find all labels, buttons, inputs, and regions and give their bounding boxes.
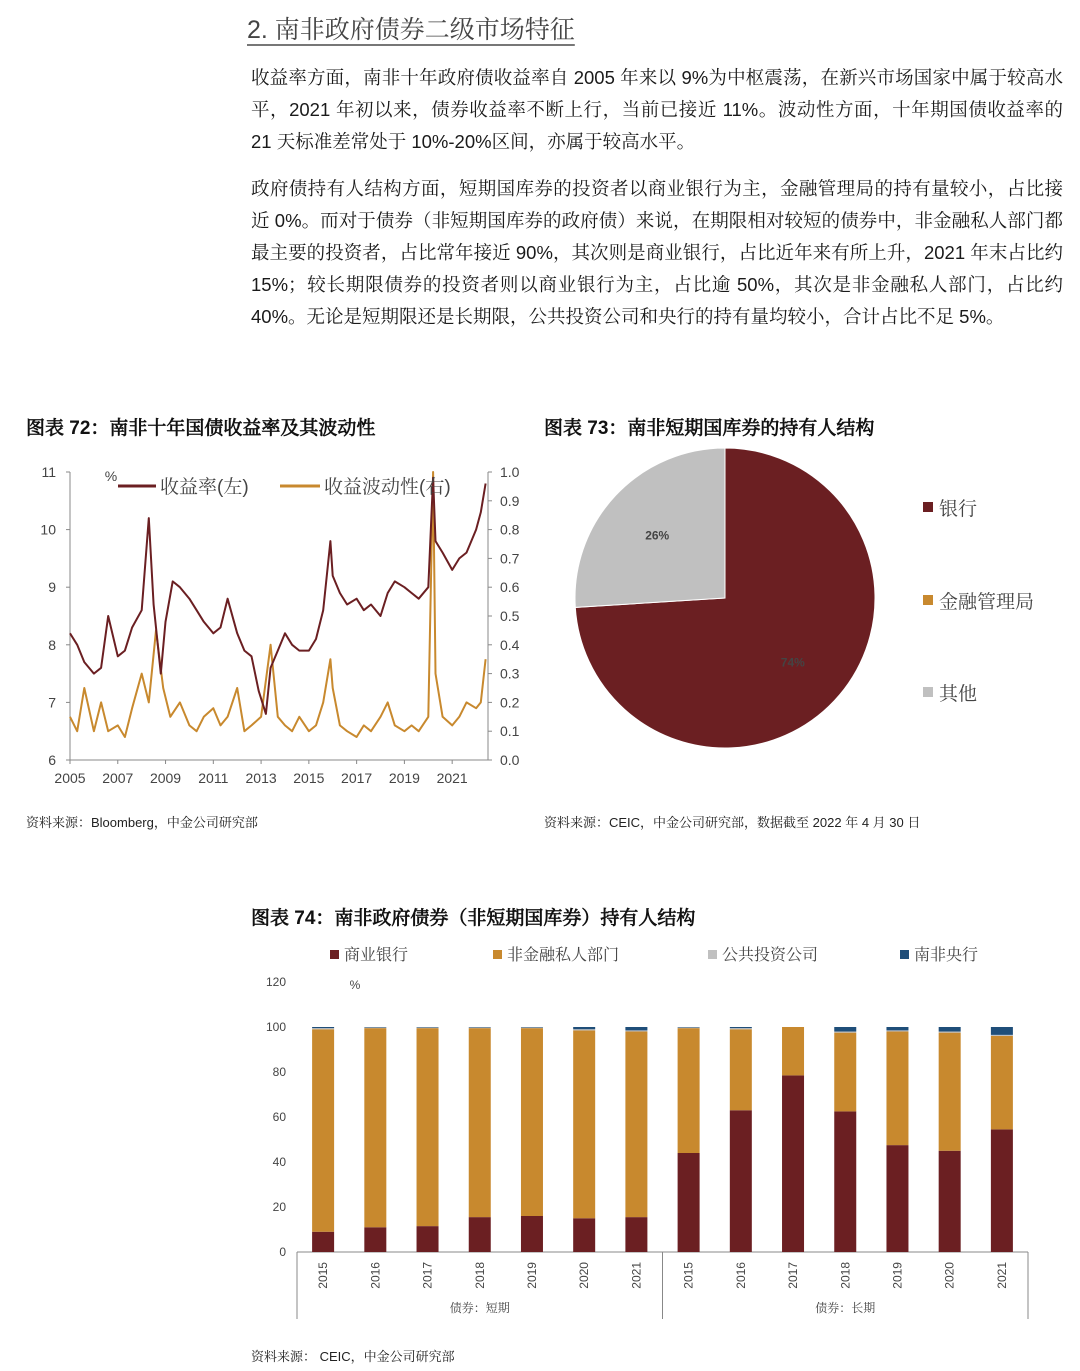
fig74-bar-3-3 xyxy=(417,1027,439,1028)
fig74-bar-4-7 xyxy=(625,1027,647,1030)
fig74-legend-swatch-2 xyxy=(493,950,502,959)
fig74-chart xyxy=(250,935,1050,1335)
fig73-legend-swatch-2 xyxy=(923,595,933,605)
fig72-right-tick-label: 0.5 xyxy=(500,608,520,624)
fig74-bar-2-8 xyxy=(678,1028,700,1153)
fig74-bar-2-13 xyxy=(939,1033,961,1151)
section-title: 2. 南非政府债券二级市场特征 xyxy=(247,16,575,44)
fig74-y-tick-label: 120 xyxy=(265,975,286,989)
fig74-bar-1-4 xyxy=(469,1217,491,1252)
fig74-category-label: 2017 xyxy=(786,1262,801,1289)
fig74-bar-4-14 xyxy=(991,1027,1013,1035)
fig73-legend-swatch-1 xyxy=(923,502,933,512)
fig74-bar-1-12 xyxy=(886,1145,908,1252)
fig72-volatility-line xyxy=(70,472,486,737)
fig74-bar-1-5 xyxy=(521,1216,543,1252)
fig74-bar-2-7 xyxy=(625,1032,647,1218)
fig74-bar-1-7 xyxy=(625,1217,647,1252)
fig74-category-label: 2020 xyxy=(577,1262,592,1289)
fig72-legend-yield: 收益率(左) xyxy=(160,477,249,498)
fig72-x-tick-label: 2011 xyxy=(198,770,229,786)
fig74-category-label: 2020 xyxy=(942,1262,957,1289)
fig74-legend-swatch-1 xyxy=(330,950,339,959)
fig73-legend-label-1: 银行 xyxy=(939,499,978,520)
fig72-left-tick-label: 10 xyxy=(40,521,56,538)
fig74-bar-3-14 xyxy=(991,1035,1013,1036)
fig74-bar-3-11 xyxy=(834,1032,856,1033)
fig74-y-tick-label: 20 xyxy=(272,1200,286,1214)
fig74-bar-2-9 xyxy=(730,1029,752,1110)
fig74-group-label-2: 债券：长期 xyxy=(815,1301,876,1315)
fig74-group-label-1: 债券：短期 xyxy=(449,1301,510,1315)
fig74-category-label: 2018 xyxy=(838,1262,853,1289)
fig72-x-tick-label: 2009 xyxy=(149,770,182,786)
fig74-legend-label-1: 商业银行 xyxy=(344,947,409,964)
fig72-chart xyxy=(0,450,540,800)
fig74-y-tick-label: 60 xyxy=(272,1110,286,1124)
fig74-category-label: 2016 xyxy=(368,1262,383,1289)
fig74-bar-3-4 xyxy=(469,1027,491,1028)
fig74-category-label: 2019 xyxy=(890,1262,905,1289)
fig72-right-tick-label: 0.0 xyxy=(500,752,520,768)
paragraph-1: 收益率方面，南非十年政府债收益率自 2005 年来以 9%为中枢震荡，在新兴市场国家中属于较高水平，2021 年初以来，债券收益率不断上行，当前已接近 11%。波动性方面，十年期国债收益率的 21 天标准差常处于 10%-20%区间，亦属于较高水平。 xyxy=(251,67,1063,152)
fig74-legend-label-4: 南非央行 xyxy=(914,947,979,964)
fig74-bar-4-1 xyxy=(312,1027,334,1028)
fig74-bar-2-6 xyxy=(573,1030,595,1218)
fig74-category-label: 2019 xyxy=(524,1262,539,1289)
fig74-bar-1-3 xyxy=(417,1226,439,1252)
fig74-bar-4-13 xyxy=(939,1027,961,1032)
fig74-bar-3-7 xyxy=(625,1030,647,1031)
fig73-legend-label-2: 金融管理局 xyxy=(939,592,1035,613)
fig74-bar-2-1 xyxy=(312,1029,334,1232)
fig72-right-tick-label: 0.8 xyxy=(500,521,520,538)
fig74-bar-3-12 xyxy=(886,1030,908,1031)
fig72-left-tick-label: 8 xyxy=(48,636,56,653)
fig72-left-tick-label: 11 xyxy=(41,464,56,480)
fig74-bar-1-11 xyxy=(834,1111,856,1252)
fig72-right-tick-label: 0.9 xyxy=(500,492,520,509)
fig74-y-tick-label: 100 xyxy=(265,1020,286,1034)
fig74-bar-2-3 xyxy=(417,1028,439,1226)
fig74-category-label: 2018 xyxy=(472,1262,487,1289)
fig72-x-tick-label: 2013 xyxy=(245,770,277,786)
fig74-category-label: 2017 xyxy=(420,1262,435,1289)
fig74-bar-1-8 xyxy=(678,1153,700,1252)
fig74-category-label: 2015 xyxy=(316,1262,331,1289)
fig72-x-tick-label: 2019 xyxy=(388,770,420,786)
fig74-bar-3-2 xyxy=(364,1027,386,1028)
fig74-bar-3-9 xyxy=(730,1028,752,1029)
fig74-legend-label-3: 公共投资公司 xyxy=(722,947,819,964)
fig72-unit-label: % xyxy=(104,468,118,484)
fig73-chart xyxy=(544,440,1080,770)
fig74-bar-1-13 xyxy=(939,1151,961,1252)
fig74-category-label: 2021 xyxy=(629,1262,644,1289)
fig74-bar-2-14 xyxy=(991,1036,1013,1129)
fig73-source: 资料来源：CEIC，中金公司研究部，数据截至 2022 年 4 月 30 日 xyxy=(544,815,921,830)
fig72-x-tick-label: 2005 xyxy=(54,770,86,786)
fig74-legend-swatch-3 xyxy=(708,950,717,959)
fig74-title: 图表 74：南非政府债券（非短期国库券）持有人结构 xyxy=(251,908,696,929)
fig74-unit-label: % xyxy=(349,978,361,992)
fig72-left-tick-label: 7 xyxy=(48,694,56,711)
fig74-bar-4-6 xyxy=(573,1027,595,1029)
fig74-bar-2-12 xyxy=(886,1032,908,1146)
fig74-bar-2-5 xyxy=(521,1028,543,1216)
fig73-legend-label-3: 其他 xyxy=(939,684,978,705)
fig72-x-tick-label: 2017 xyxy=(341,770,373,786)
fig74-bar-3-8 xyxy=(678,1027,700,1028)
fig74-bar-3-13 xyxy=(939,1032,961,1033)
fig74-legend-swatch-4 xyxy=(900,950,909,959)
fig72-right-tick-label: 0.3 xyxy=(500,665,520,682)
fig72-right-tick-label: 0.6 xyxy=(500,579,520,596)
fig72-source: 资料来源：Bloomberg，中金公司研究部 xyxy=(26,815,258,830)
fig74-bar-2-4 xyxy=(469,1028,491,1217)
fig74-category-label: 2016 xyxy=(733,1262,748,1289)
fig73-title: 图表 73：南非短期国库券的持有人结构 xyxy=(544,418,875,439)
fig74-source: 资料来源： CEIC，中金公司研究部 xyxy=(251,1349,455,1364)
fig74-legend-label-2: 非金融私人部门 xyxy=(507,947,620,964)
fig74-y-tick-label: 80 xyxy=(272,1065,286,1079)
fig72-left-tick-label: 6 xyxy=(48,752,56,768)
fig72-title: 图表 72：南非十年国债收益率及其波动性 xyxy=(26,418,376,439)
fig72-x-tick-label: 2007 xyxy=(102,770,134,786)
fig72-x-tick-label: 2021 xyxy=(436,770,468,786)
fig72-right-tick-label: 0.2 xyxy=(500,694,520,711)
fig74-bar-1-2 xyxy=(364,1227,386,1252)
fig72-legend-vol: 收益波动性(右) xyxy=(324,477,451,498)
fig72-right-tick-label: 0.4 xyxy=(500,636,520,653)
fig72-right-tick-label: 0.1 xyxy=(500,723,520,740)
fig74-y-tick-label: 0 xyxy=(279,1245,286,1259)
fig73-slice-label-1: 74% xyxy=(780,655,805,670)
fig74-bar-1-14 xyxy=(991,1129,1013,1252)
fig74-bar-1-9 xyxy=(730,1110,752,1252)
fig74-bar-1-1 xyxy=(312,1232,334,1252)
fig74-category-label: 2021 xyxy=(994,1262,1009,1289)
fig74-bar-2-11 xyxy=(834,1033,856,1112)
fig74-bar-4-9 xyxy=(730,1027,752,1028)
fig73-legend-swatch-3 xyxy=(923,687,933,697)
fig74-bar-3-1 xyxy=(312,1028,334,1029)
paragraph-2: 政府债持有人结构方面，短期国库券的投资者以商业银行为主，金融管理局的持有量较小，占比接近 0%。而对于债券（非短期国库券的政府债）来说，在期限相对较短的债券中，非金融私人部门都最主要的投资者，占比常年接近 90%，其次则是商业银行，占比近年来有所上升，2021 年末占比约 15%；较长期限债券的投资者则以商业银行为主，占比逾 50%，其次是非金融私人部门，占比约 40%。无论是短期限还是长期限，公共投资公司和央行的持有量均较小，合计占比不足 5%。 xyxy=(251,178,1063,327)
fig72-right-tick-label: 1.0 xyxy=(500,464,520,480)
fig72-left-tick-label: 9 xyxy=(48,579,56,596)
fig74-y-tick-label: 40 xyxy=(272,1155,286,1169)
fig72-right-tick-label: 0.7 xyxy=(500,550,520,567)
fig74-bar-2-2 xyxy=(364,1028,386,1227)
fig74-category-label: 2015 xyxy=(681,1262,696,1289)
fig74-bar-4-11 xyxy=(834,1027,856,1032)
fig74-bar-1-10 xyxy=(782,1075,804,1252)
fig73-slice-label-3: 26% xyxy=(645,528,670,543)
fig74-bar-2-10 xyxy=(782,1027,804,1075)
fig74-bar-3-6 xyxy=(573,1029,595,1030)
fig72-yield-line xyxy=(70,478,486,714)
fig72-x-tick-label: 2015 xyxy=(293,770,325,786)
fig74-bar-1-6 xyxy=(573,1218,595,1252)
fig74-bar-4-12 xyxy=(886,1027,908,1030)
fig74-bar-3-5 xyxy=(521,1027,543,1028)
